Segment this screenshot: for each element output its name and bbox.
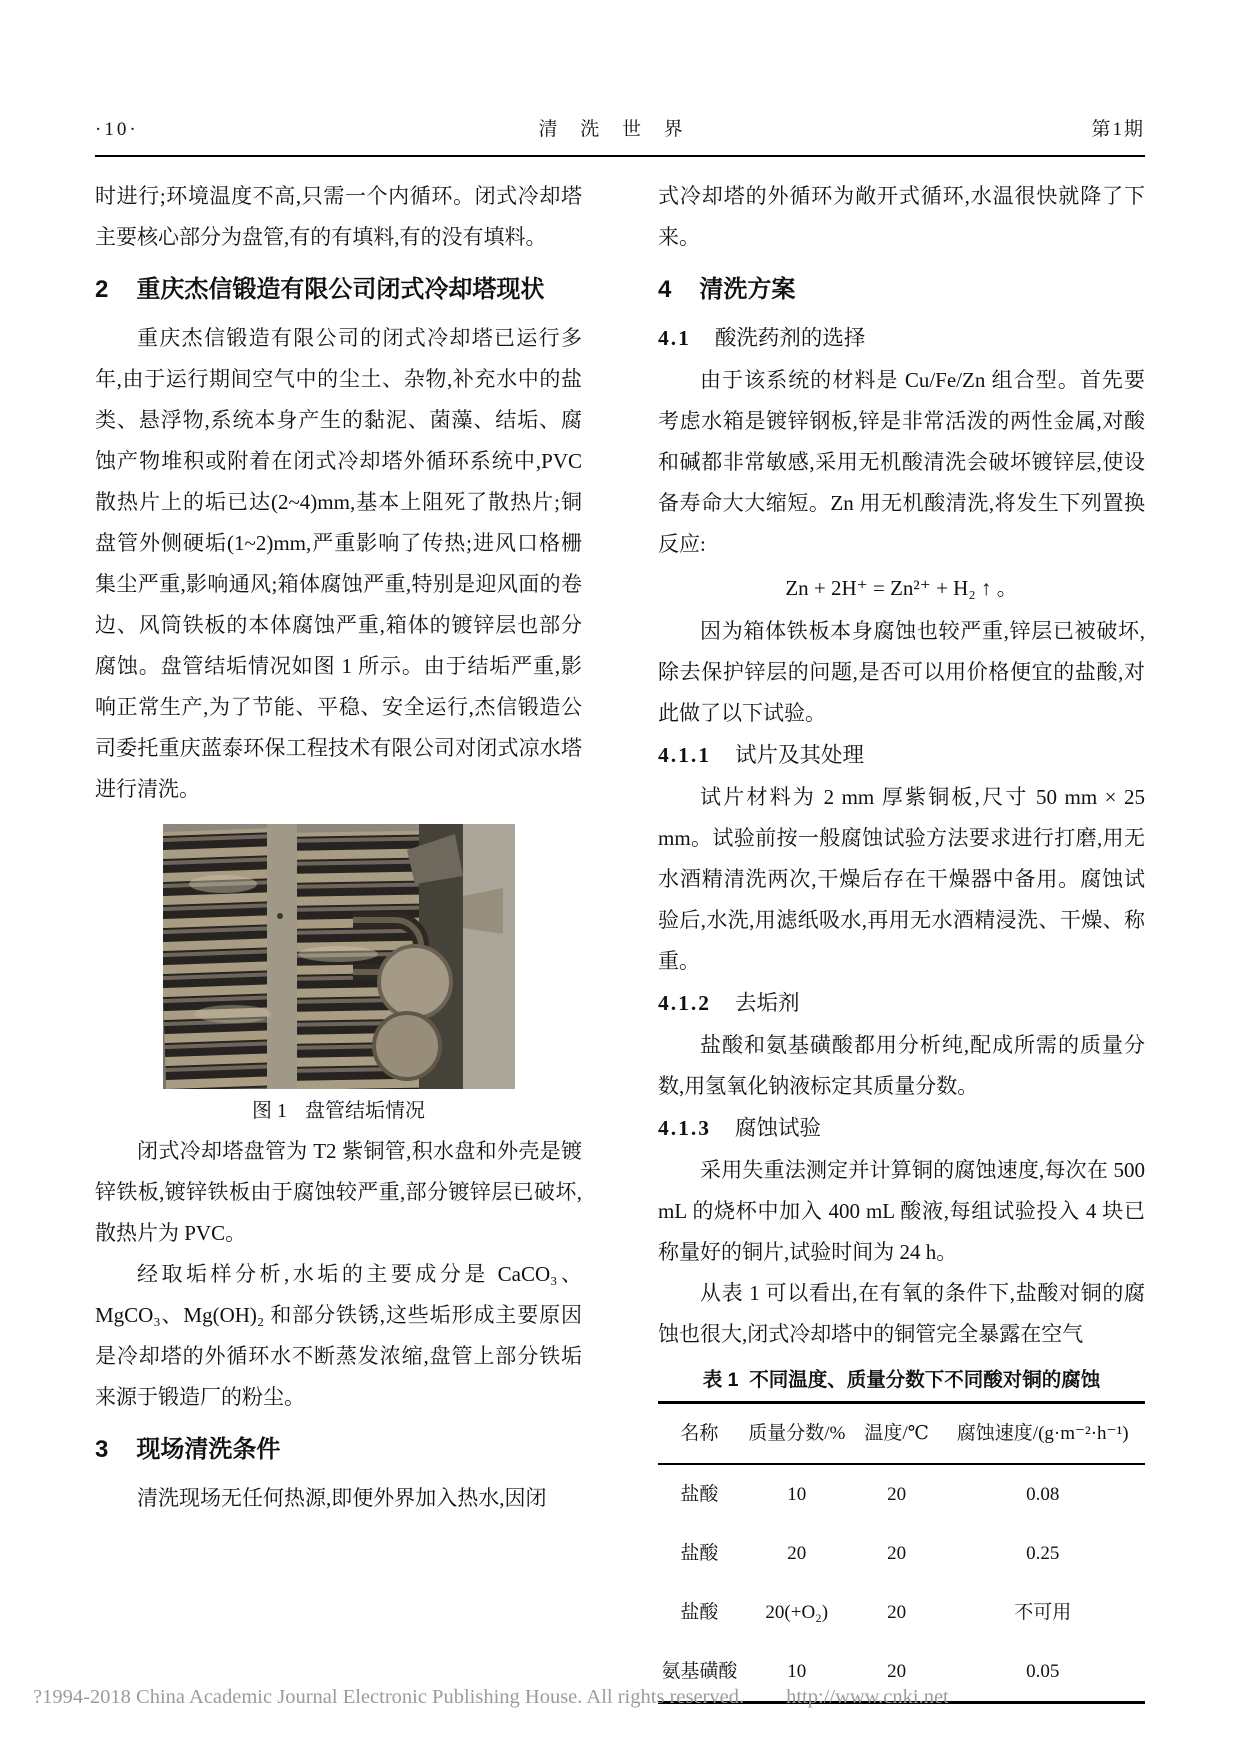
table-cell: 20 [787, 1543, 807, 1564]
section-heading-3 [95, 1430, 582, 1470]
heading-number: 4.1.1 [658, 743, 711, 767]
table1 [658, 1401, 1145, 1704]
paragraph-acid-selection: 由于该系统的材料是 Cu/Fe/Zn 组合型。首先要考虑水箱是镀锌钢板,锌是非常活泼的两性金属,对酸和碱都非常敏感,采用无机酸清洗会破坏镀锌层,使设备寿命大大缩短。Zn 用无机酸清洗,将发生下列置换反应: [658, 368, 1145, 556]
table-header-cell: 名称 [658, 1403, 741, 1465]
table-cell: 20 [887, 1543, 907, 1564]
table-cell: 20 [887, 1602, 907, 1623]
figure1-photo [163, 824, 515, 1089]
table-header-cell: 温度/℃ [853, 1403, 941, 1465]
table1-caption [658, 1359, 1145, 1401]
paragraph-corrosion-test: 采用失重法测定并计算铜的腐蚀速度,每次在 500 mL 的烧杯中加入 400 mL 酸液,每组试验投入 4 块已称量好的铜片,试验时间为 24 h。 [658, 1158, 1145, 1264]
heading-number: 4 [658, 276, 672, 303]
page-number: ·10· [95, 119, 139, 140]
paragraph-table-intro: 从表 1 可以看出,在有氧的条件下,盐酸对铜的腐蚀也很大,闭式冷却塔中的铜管完全暴露在空气 [658, 1281, 1145, 1346]
cnki-url: http://www.cnki.net [786, 1686, 949, 1708]
figure1 [163, 824, 515, 1129]
table-cell: 10 [787, 1661, 807, 1682]
subsection-heading-4-1-1 [658, 735, 1145, 776]
table-header-cell: 质量分数/% [741, 1403, 853, 1465]
subsection-heading-4-1-2 [658, 983, 1145, 1024]
table-cell: 不可用 [1014, 1602, 1072, 1623]
figure1-caption-text: 盘管结垢情况 [305, 1100, 425, 1122]
table-cell: 10 [787, 1484, 807, 1505]
heading-title: 腐蚀试验 [735, 1116, 822, 1140]
header-rule [95, 155, 1145, 157]
table-cell: 盐酸 [680, 1484, 719, 1505]
table-row [658, 1583, 1145, 1642]
table1-caption-text: 不同温度、质量分数下不同酸对铜的腐蚀 [749, 1369, 1101, 1391]
page-header [95, 114, 1145, 141]
right-column [658, 176, 1145, 1704]
table-cell: 20 [887, 1661, 907, 1682]
page-body [95, 176, 1145, 1704]
heading-title: 去垢剂 [735, 991, 800, 1015]
heading-title: 现场清洗条件 [136, 1436, 281, 1463]
heading-number: 3 [95, 1436, 109, 1463]
paragraph-hcl-question: 因为箱体铁板本身腐蚀也较严重,锌层已被破坏,除去保护锌层的问题,是否可以用价格便宜的盐酸,对此做了以下试验。 [658, 619, 1145, 725]
paragraph-specimen: 试片材料为 2 mm 厚紫铜板,尺寸 50 mm × 25 mm。试验前按一般腐蚀试验方法要求进行打磨,用无水酒精清洗两次,干燥后存在干燥器中备用。腐蚀试验后,水洗,用滤纸吸水,再用无水酒精浸洗、干燥、称重。 [658, 785, 1145, 973]
table-row [658, 1464, 1145, 1524]
paragraph-continuation: 时进行;环境温度不高,只需一个内循环。闭式冷却塔主要核心部分为盘管,有的有填料,有的没有填料。 [95, 184, 582, 249]
table-cell: 0.05 [1026, 1661, 1060, 1682]
left-column [95, 176, 582, 1704]
table1-caption-label: 表 1 [702, 1369, 739, 1391]
issue-label: 第1期 [1091, 119, 1145, 140]
heading-number: 4.1.2 [658, 991, 711, 1015]
paragraph-descaler: 盐酸和氨基磺酸都用分析纯,配成所需的质量分数,用氢氧化钠液标定其质量分数。 [658, 1033, 1145, 1098]
copyright-text: ?1994-2018 China Academic Journal Electronic Publishing House. All rights reserved. [33, 1686, 745, 1708]
section-heading-2 [95, 270, 582, 310]
heading-number: 2 [95, 276, 109, 303]
table-cell: 20 [887, 1484, 907, 1505]
paragraph-continuation: 式冷却塔的外循环为敞开式循环,水温很快就降了下来。 [658, 184, 1145, 249]
table-cell: 氨基磺酸 [661, 1661, 738, 1682]
heading-title: 重庆杰信锻造有限公司闭式冷却塔现状 [136, 276, 545, 303]
table-header-cell: 腐蚀速度/(g·m⁻²·h⁻¹) [940, 1403, 1145, 1465]
subsection-heading-4-1 [658, 318, 1145, 359]
table-row [658, 1524, 1145, 1583]
table-cell: 盐酸 [680, 1602, 719, 1623]
heading-title: 酸洗药剂的选择 [714, 326, 866, 350]
paragraph-materials: 闭式冷却塔盘管为 T2 紫铜管,积水盘和外壳是镀锌铁板,镀锌铁板由于腐蚀较严重,部分镀锌层已破坏,散热片为 PVC。 [95, 1139, 582, 1245]
page-footer [33, 1686, 949, 1709]
figure1-caption-label: 图 1 [252, 1100, 287, 1122]
table-cell: 20(+O₂) [765, 1602, 829, 1623]
section-heading-4 [658, 270, 1145, 310]
journal-title: 清 洗 世 界 [538, 119, 692, 140]
paragraph-overview: 重庆杰信锻造有限公司的闭式冷却塔已运行多年,由于运行期间空气中的尘土、杂物,补充水中的盐类、悬浮物,系统本身产生的黏泥、菌藻、结垢、腐蚀产物堆积或附着在闭式冷却塔外循环系统中,PVC 散热片上的垢已达(2~4)mm,基本上阻死了散热片;铜盘管外侧硬垢(1~2)mm,严重影响了传热;进风口格栅集尘严重,影响通风;箱体腐蚀严重,特别是迎风面的卷边、风筒铁板的本体腐蚀严重,箱体的镀锌层也部分腐蚀。盘管结垢情况如图 1 所示。由于结垢严重,影响正常生产,为了节能、平稳、安全运行,杰信锻造公司委托重庆蓝泰环保工程技术有限公司对闭式凉水塔进行清洗。 [95, 326, 582, 801]
paragraph-site-conditions: 清洗现场无任何热源,即便外界加入热水,因闭 [137, 1486, 547, 1510]
figure1-caption [163, 1093, 515, 1129]
paragraph-scale-analysis: 经取垢样分析,水垢的主要成分是 CaCO₃、MgCO₃、Mg(OH)₂ 和部分铁锈,这些垢形成主要原因是冷却塔的外循环水不断蒸发浓缩,盘管上部分铁垢来源于锻造厂的粉尘。 [95, 1262, 582, 1409]
heading-title: 清洗方案 [699, 276, 796, 303]
table-cell: 0.25 [1026, 1543, 1060, 1564]
table-header-row [658, 1403, 1145, 1465]
table-cell: 0.08 [1026, 1484, 1060, 1505]
heading-title: 试片及其处理 [735, 743, 865, 767]
heading-number: 4.1 [658, 326, 691, 350]
table-cell: 盐酸 [680, 1543, 719, 1564]
chemical-equation: Zn + 2H⁺ = Zn²⁺ + H₂ ↑ 。 [785, 576, 1018, 600]
heading-number: 4.1.3 [658, 1116, 711, 1140]
subsection-heading-4-1-3 [658, 1108, 1145, 1149]
